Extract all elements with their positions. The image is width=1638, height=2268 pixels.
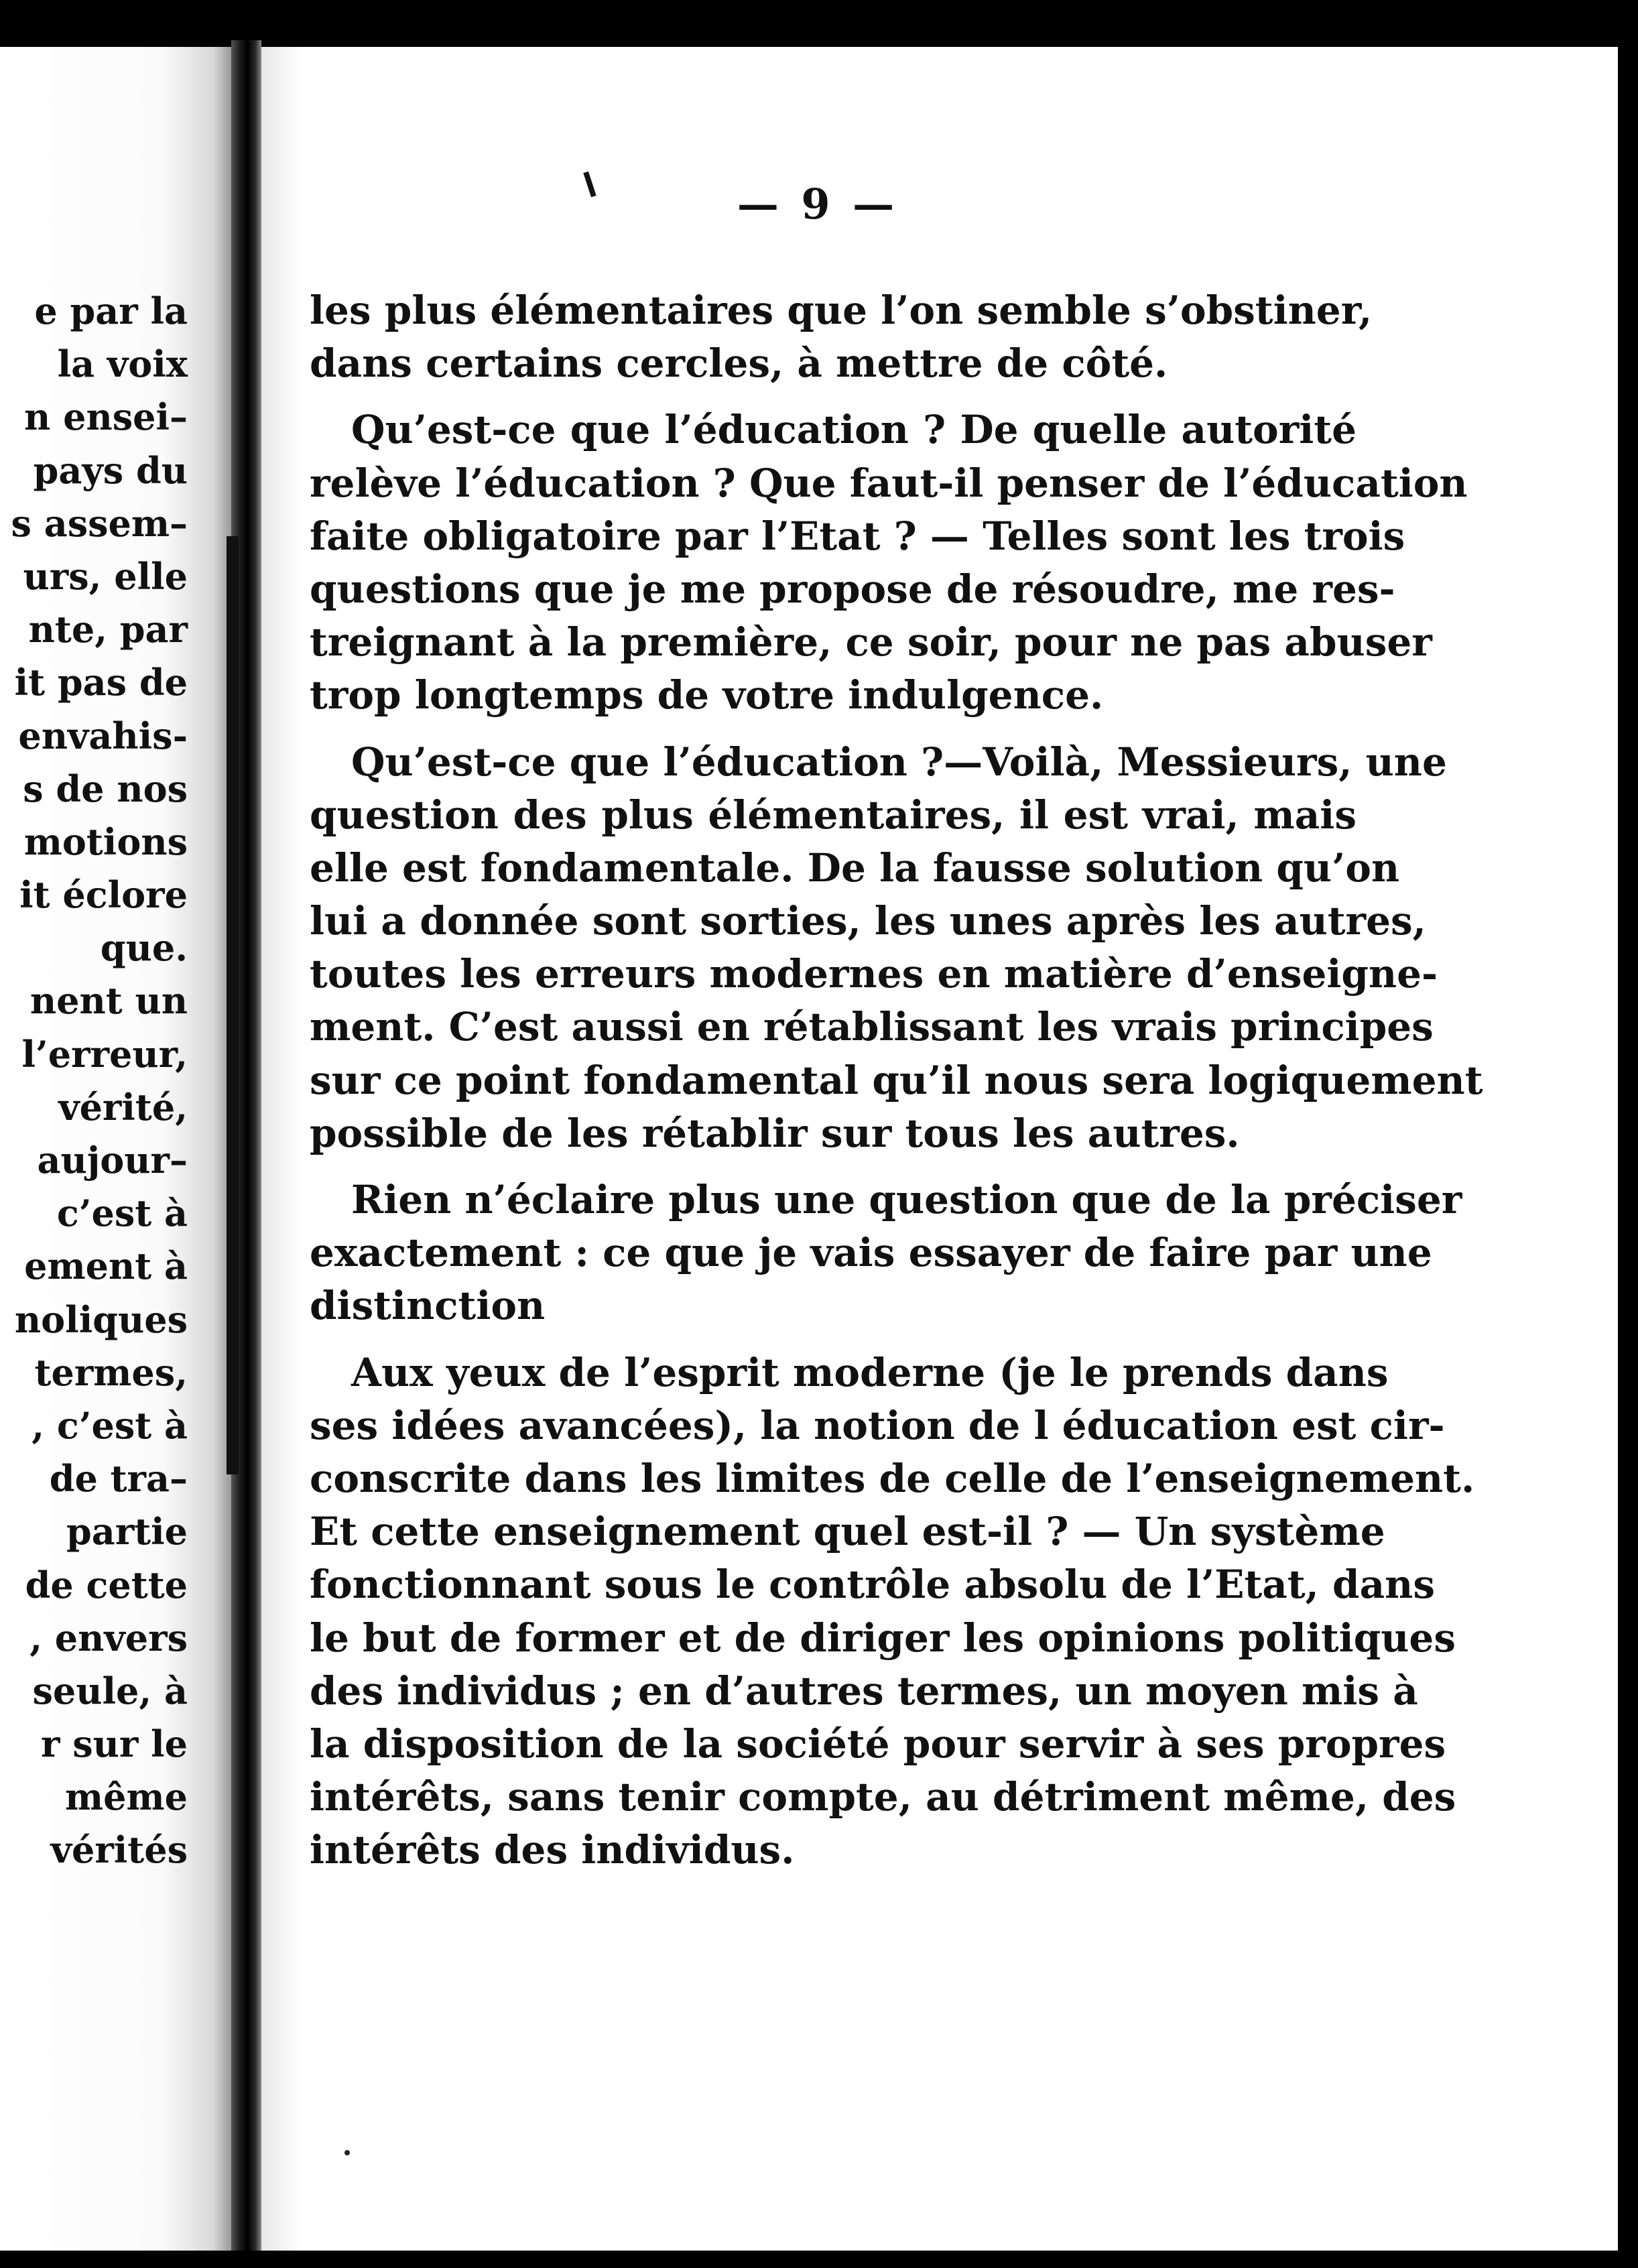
text-line: lui a donnée sont sorties, les unes après les autres, <box>310 898 1426 944</box>
text-line: possible de les rétablir sur tous les autres. <box>310 1110 1240 1156</box>
text-line: relève l’éducation ? Que faut-il penser de l’éducation <box>310 460 1468 506</box>
facing-page-line: seule, à <box>32 1669 188 1712</box>
paragraph-gap <box>310 390 1357 403</box>
scan-border-right <box>1618 0 1638 2268</box>
text-line: le but de former et de diriger les opinions politiques <box>310 1615 1456 1661</box>
facing-page-line: de tra– <box>49 1457 188 1501</box>
page-number: — 9 — <box>737 180 899 229</box>
text-line: Qu’est-ce que l’éducation ?—Voilà, Messieurs, une <box>351 739 1447 785</box>
facing-page-line: n ensei– <box>24 395 188 439</box>
paragraph <box>310 736 1483 1161</box>
paragraph-gap <box>310 1160 1357 1174</box>
text-line: toutes les erreurs modernes en matière d’enseigne- <box>310 951 1438 997</box>
text-line: fonctionnant sous le contrôle absolu de l’Etat, dans <box>310 1562 1435 1608</box>
facing-page-line: , c’est à <box>32 1403 188 1447</box>
text-line: Et cette enseignement quel est-il ? — Un système <box>310 1509 1385 1555</box>
text-line: Rien n’éclaire plus une question que de la préciser <box>351 1177 1462 1222</box>
text-line: faite obligatoire par l’Etat ? — Telles sont les trois <box>310 513 1405 559</box>
text-line: conscrite dans les limites de celle de l’enseignement. <box>310 1455 1475 1501</box>
text-line: question des plus élémentaires, il est vrai, mais <box>310 792 1357 838</box>
text-line: intérêts, sans tenir compte, au détriment même, des <box>310 1774 1456 1820</box>
facing-page-line: noliques <box>14 1298 188 1341</box>
facing-page-line: même <box>65 1775 188 1819</box>
facing-page-line: motions <box>23 820 188 863</box>
facing-page-text <box>0 285 188 1877</box>
facing-page-line: termes, <box>34 1350 188 1394</box>
facing-page-line: partie <box>66 1510 188 1554</box>
facing-page-line: de cette <box>25 1563 188 1606</box>
text-line: elle est fondamentale. De la fausse solution qu’on <box>310 844 1400 891</box>
binding-shadow <box>227 536 239 1474</box>
facing-page-line: e par la <box>34 290 188 332</box>
paragraph <box>310 1174 1462 1333</box>
facing-page-line: vérité, <box>58 1085 188 1129</box>
facing-page-line: l’erreur, <box>21 1032 188 1076</box>
facing-page-line: urs, elle <box>23 554 188 598</box>
facing-page-line: s assem– <box>11 501 188 545</box>
text-line: des individus ; en d’autres termes, un moyen mis à <box>310 1667 1418 1714</box>
text-line: Aux yeux de l’esprit moderne (je le prends dans <box>351 1349 1389 1395</box>
text-line: treignant à la première, ce soir, pour ne pas abuser <box>310 619 1432 666</box>
text-line: ment. C’est aussi en rétablissant les vrais principes <box>310 1004 1434 1050</box>
facing-page-left <box>0 47 231 2252</box>
text-line: distinction <box>310 1283 546 1329</box>
facing-page-line: nent un <box>29 979 188 1023</box>
text-line: la disposition de la société pour servir à ses propres <box>310 1720 1446 1767</box>
facing-page-line: la voix <box>57 342 188 386</box>
text-line: les plus élémentaires que l’on semble s’obstiner, <box>310 288 1373 333</box>
text-line: questions que je me propose de résoudre, me res- <box>310 566 1395 612</box>
facing-page-line: nte, par <box>28 608 188 651</box>
text-line: dans certains cercles, à mettre de côté. <box>310 340 1168 387</box>
facing-page-line: , envers <box>29 1616 188 1659</box>
facing-page-line: vérités <box>50 1828 188 1872</box>
paragraph-gap <box>310 1333 1357 1346</box>
facing-page-line: que. <box>100 926 188 970</box>
facing-page-line: c’est à <box>56 1192 188 1235</box>
paragraph <box>310 403 1468 722</box>
facing-page-line: envahis- <box>18 714 188 757</box>
scan-border-bottom <box>0 2251 1638 2268</box>
facing-page-line: pays du <box>33 448 188 492</box>
facing-page-line: it pas de <box>14 661 188 704</box>
paragraph <box>310 1346 1475 1877</box>
facing-page-line: s de nos <box>23 767 188 810</box>
body-text <box>310 284 1483 1877</box>
text-line: exactement : ce que je vais essayer de faire par une <box>310 1230 1432 1276</box>
facing-page-line: r sur le <box>40 1722 188 1766</box>
paragraph-gap <box>310 722 1357 736</box>
text-line: ses idées avancées), la notion de l éducation est cir- <box>310 1402 1445 1448</box>
facing-page-line: ement à <box>24 1245 188 1288</box>
facing-page-line: aujour– <box>37 1139 188 1182</box>
text-line: trop longtemps de votre indulgence. <box>310 672 1104 718</box>
paragraph <box>310 284 1373 390</box>
ink-dot <box>344 2150 350 2155</box>
text-line: sur ce point fondamental qu’il nous sera logiquement <box>310 1057 1483 1103</box>
facing-page-line: it éclore <box>19 873 188 917</box>
text-line: Qu’est-ce que l’éducation ? De quelle autorité <box>351 407 1357 453</box>
text-line: intérêts des individus. <box>310 1827 795 1873</box>
